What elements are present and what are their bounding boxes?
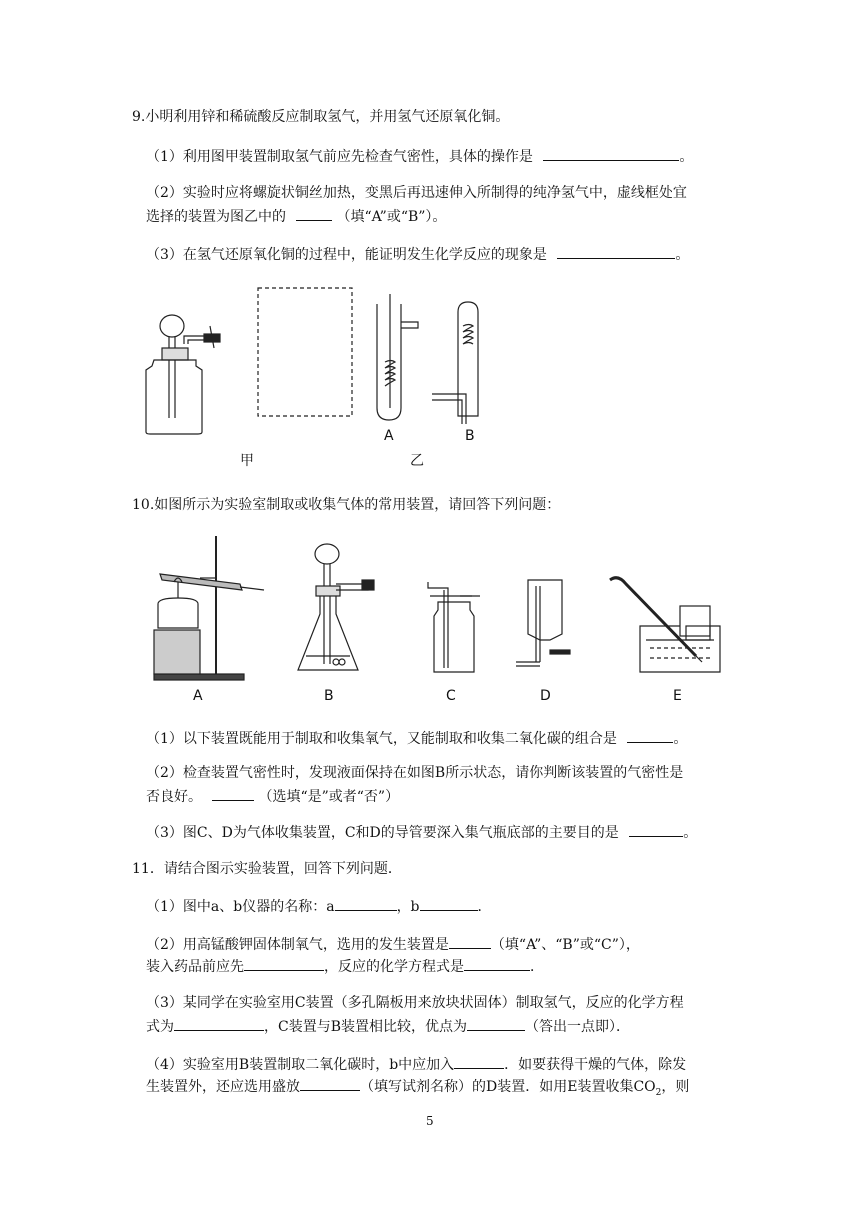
- apparatus-d: [516, 580, 570, 666]
- q11-part3-blank-a[interactable]: [174, 1016, 264, 1031]
- q11-part2-blank-c[interactable]: [464, 956, 530, 971]
- apparatus-b: [298, 544, 374, 670]
- q9-part3-end: 。: [675, 247, 690, 263]
- q11-part4-line2: [146, 1076, 689, 1102]
- label-jia: 甲: [240, 453, 254, 469]
- q11-part1-blank-a[interactable]: [335, 896, 397, 911]
- page-number: 5: [426, 1114, 434, 1128]
- q11-part4-line2-text: 生装置外，还应选用盛放: [146, 1079, 300, 1095]
- q11-part4-text: （4）实验室用B装置制取二氧化碳时，b中应加入: [146, 1057, 455, 1073]
- q10-part2-blank[interactable]: [212, 786, 254, 801]
- q11-part1-blank-b[interactable]: [420, 896, 478, 911]
- label-q10-a: A: [193, 688, 203, 704]
- q9-part2-blank[interactable]: [296, 206, 332, 221]
- q11-part1: [146, 896, 492, 916]
- q10-part2-hint: （选填“是”或者“否”）: [258, 789, 400, 805]
- q11-part4-blank-b[interactable]: [300, 1076, 360, 1091]
- label-q10-d: D: [540, 688, 551, 704]
- q9-part2-line1: （2）实验时应将螺旋状铜丝加热，变黑后再迅速伸入所制得的纯净氢气中，虚线框处宜: [146, 185, 687, 201]
- q11-part2-line2-text: 装入药品前应先: [146, 959, 244, 975]
- q9-stem: 9.小明利用锌和稀硫酸反应制取氢气，并用氢气还原氧化铜。: [132, 109, 510, 125]
- q10-part1-text: （1）以下装置既能用于制取和收集氧气，又能制取和收集二氧化碳的组合是: [146, 731, 617, 747]
- q10-stem: 10.如图所示为实验室制取或收集气体的常用装置，请回答下列问题：: [132, 497, 561, 513]
- q11-part3-line2-text: 式为: [146, 1019, 174, 1035]
- q11-part1-text: （1）图中a、b仪器的名称：a: [146, 899, 335, 915]
- q11-part3-line2: [146, 1016, 630, 1036]
- q9-part2-text: 选择的装置为图乙中的: [146, 209, 286, 225]
- tube-b: [432, 302, 478, 424]
- q11-part3-blank-b[interactable]: [467, 1016, 525, 1031]
- q10-part1-blank[interactable]: [627, 728, 673, 743]
- q11-part2-line2-mid: ，反应的化学方程式是: [324, 959, 464, 975]
- gas-generator-jia: [146, 315, 220, 434]
- q10-part3: [146, 822, 697, 842]
- q11-part3-line2-mid: ，C装置与B装置相比较，优点为: [264, 1019, 467, 1035]
- q11-part4-line1-end: ．如要获得干燥的气体，除发: [504, 1057, 687, 1073]
- q11-part4-line2-mid: （填写试剂名称）的D装置．如用E装置收集CO: [360, 1079, 656, 1095]
- q11-part1-mid: ，b: [396, 899, 420, 915]
- q11-part4-line1: [146, 1054, 686, 1074]
- q11-part1-end: ．: [477, 899, 492, 915]
- q9-part3-text: （3）在氢气还原氧化铜的过程中，能证明发生化学反应的现象是: [146, 247, 547, 263]
- q9-part1-end: 。: [679, 149, 694, 165]
- label-q10-e: E: [673, 688, 682, 704]
- q9-part2-line2: [146, 206, 446, 226]
- q9-part1-text: （1）利用图甲装置制取氢气前应先检查气密性，具体的操作是: [146, 149, 533, 165]
- apparatus-c: [428, 582, 480, 672]
- apparatus-a: [154, 536, 264, 680]
- q11-part2-line2: [146, 956, 544, 976]
- q11-part3-line2-end: （答出一点即）．: [525, 1019, 630, 1035]
- q10-part3-blank[interactable]: [629, 822, 683, 837]
- q11-part2-line1: [146, 934, 640, 954]
- q11-part4-blank-a[interactable]: [454, 1054, 504, 1069]
- q10-part1: [146, 728, 687, 748]
- q9-part3-blank[interactable]: [557, 244, 675, 259]
- q11-part2-line2-end: ．: [530, 959, 544, 975]
- q10-part3-end: 。: [683, 825, 698, 841]
- tube-a: [377, 294, 418, 420]
- q10-part2-line1: （2）检查装置气密性时，发现液面保持在如图B所示状态，请你判断该装置的气密性是: [146, 765, 684, 781]
- apparatus-e: [610, 578, 720, 672]
- q11-part2-blank-b[interactable]: [244, 956, 324, 971]
- q11-co2-subscript: 2: [655, 1087, 662, 1098]
- q9-part3: [146, 244, 689, 264]
- q10-part3-text: （3）图C、D为气体收集装置，C和D的导管要深入集气瓶底部的主要目的是: [146, 825, 619, 841]
- q11-part2-text: （2）用高锰酸钾固体制氧气，选用的发生装置是: [146, 937, 449, 953]
- q10-part2-line2: [146, 786, 399, 806]
- label-a: A: [384, 428, 394, 444]
- q9-apparatus-figure: [140, 282, 500, 472]
- q10-part2-text: 否良好。: [146, 789, 202, 805]
- label-yi: 乙: [410, 453, 424, 469]
- dashed-box: [258, 288, 352, 416]
- q11-stem: 11．请结合图示实验装置，回答下列问题．: [132, 861, 402, 877]
- q11-part3-line1: （3）某同学在实验室用C装置（多孔隔板用来放块状固体）制取氢气，反应的化学方程: [146, 995, 684, 1011]
- q11-part2-hint: （填“A”、“B”或“C”），: [490, 937, 640, 953]
- q9-part2-hint: （填“A”或“B”）。: [336, 209, 447, 225]
- label-b: B: [465, 428, 475, 444]
- q11-part4-line2-end: ，则: [661, 1079, 690, 1095]
- q11-part2-blank-a[interactable]: [449, 934, 491, 949]
- q10-part1-end: 。: [673, 731, 688, 747]
- q9-part1: [146, 146, 693, 166]
- q9-part1-blank[interactable]: [543, 146, 679, 161]
- q10-apparatus-figure: [140, 530, 740, 690]
- label-q10-c: C: [446, 688, 456, 704]
- label-q10-b: B: [324, 688, 334, 704]
